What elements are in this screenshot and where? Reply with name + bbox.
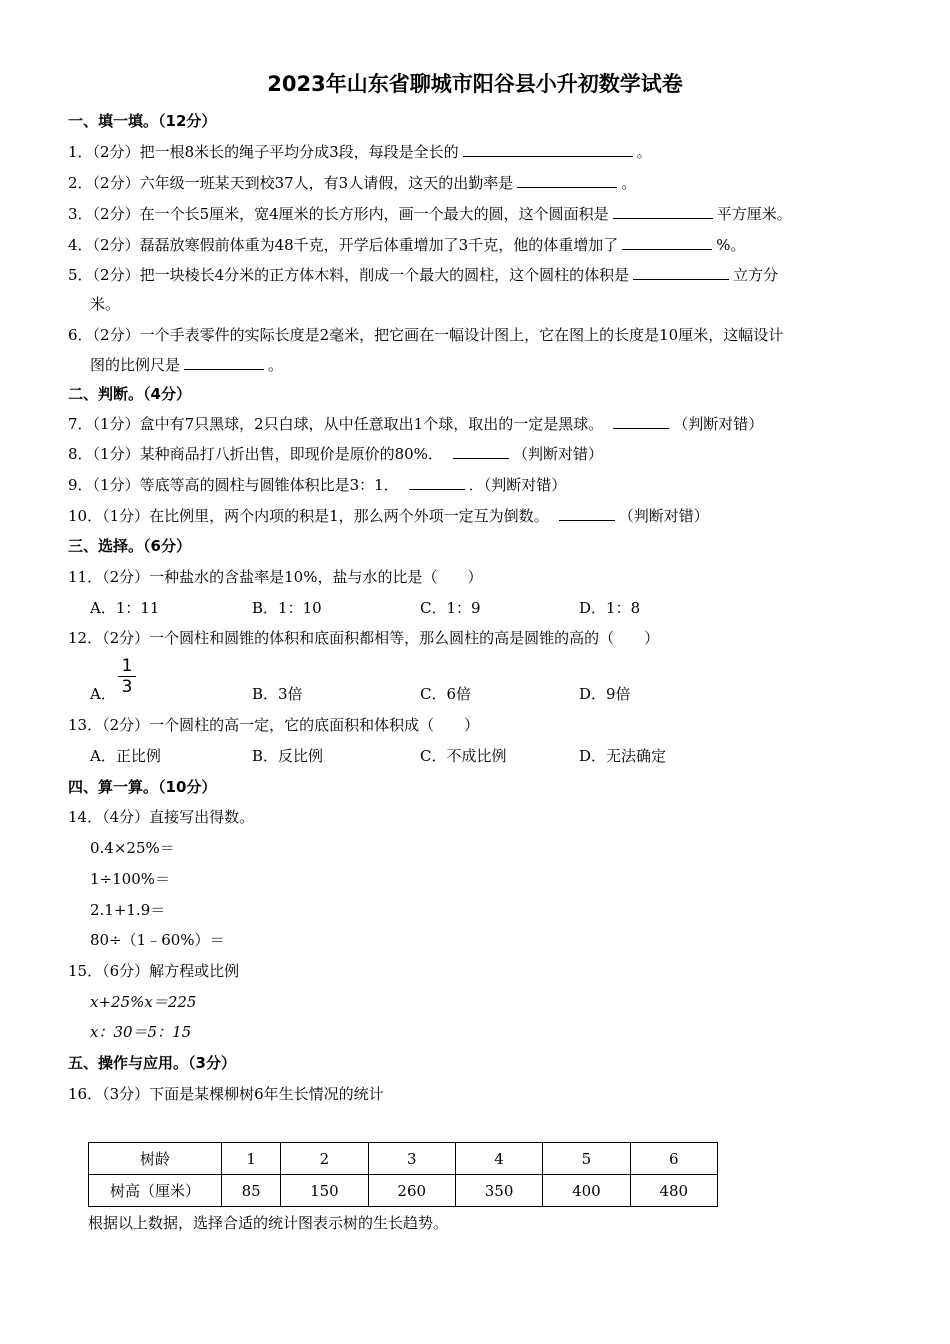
question-10 — [68, 506, 709, 526]
equation-1: x+25%x＝225 — [90, 993, 197, 1011]
answer-blank-6[interactable] — [184, 355, 264, 370]
q13-option-a[interactable]: A．正比例 — [90, 747, 161, 765]
section-heading-3: 三、选择。（6分） — [68, 537, 191, 555]
question-8-text: 8．（1分）某种商品打八折出售，即现价是原价的80%． — [68, 445, 443, 463]
answer-blank-9[interactable] — [409, 475, 465, 490]
table-row — [89, 1175, 718, 1207]
question-6-text2: 图的比例尺是 — [90, 356, 181, 374]
q12-option-d[interactable]: D．9倍 — [579, 685, 631, 703]
question-14-stem: 14．（4分）直接写出得数。 — [68, 808, 255, 826]
answer-blank-3[interactable] — [613, 204, 713, 219]
question-12-stem: 12．（2分）一个圆柱和圆锥的体积和底面积都相等，那么圆柱的高是圆锥的高的（ ） — [68, 629, 660, 647]
table-cell: 150 — [281, 1175, 368, 1207]
table-cell: 4 — [455, 1143, 542, 1175]
q11-option-b[interactable]: B．1：10 — [252, 599, 322, 617]
question-1-text: 1．（2分）把一根8米长的绳子平均分成3段，每段是全长的 — [68, 143, 459, 161]
q12-option-b[interactable]: B．3倍 — [252, 685, 303, 703]
question-6-continuation — [90, 355, 283, 375]
question-15-stem: 15．（6分）解方程或比例 — [68, 962, 240, 980]
question-2-suffix: 。 — [621, 174, 637, 192]
q12-option-c[interactable]: C．6倍 — [420, 685, 472, 703]
fraction-numerator: 1 — [121, 656, 133, 676]
question-3-text: 3．（2分）在一个长5厘米，宽4厘米的长方形内，画一个最大的圆，这个圆面积是 — [68, 205, 609, 223]
question-9 — [68, 475, 566, 495]
question-4 — [68, 235, 746, 255]
question-5-suffix: 立方分 — [733, 266, 779, 284]
question-8 — [68, 444, 603, 464]
row-label-age: 树龄 — [89, 1143, 222, 1175]
question-5-text: 5．（2分）把一块棱长4分米的正方体木料，削成一个最大的圆柱，这个圆柱的体积是 — [68, 266, 630, 284]
q11-option-d[interactable]: D．1：8 — [579, 599, 641, 617]
question-1-suffix: 。 — [636, 143, 652, 161]
question-16-stem: 16．（3分）下面是某棵柳树6年生长情况的统计 — [68, 1085, 384, 1103]
calc-item-4: 80÷（1﹣60%）＝ — [90, 931, 225, 949]
table-cell: 3 — [368, 1143, 455, 1175]
q13-option-c[interactable]: C．不成比例 — [420, 747, 507, 765]
question-16-note: 根据以上数据，选择合适的统计图表示树的生长趋势。 — [88, 1214, 449, 1232]
answer-blank-7[interactable] — [613, 414, 669, 429]
question-10-text: 10．（1分）在比例里，两个内项的积是1，那么两个外项一定互为倒数。 — [68, 507, 549, 525]
table-cell: 350 — [455, 1175, 542, 1207]
tree-growth-table — [88, 1142, 718, 1207]
q11-option-c[interactable]: C．1：9 — [420, 599, 481, 617]
section-heading-2: 二、判断。（4分） — [68, 385, 191, 403]
question-7 — [68, 414, 763, 434]
section-heading-5: 五、操作与应用。（3分） — [68, 1054, 236, 1072]
calc-item-3: 2.1+1.9＝ — [90, 901, 166, 919]
table-cell: 6 — [630, 1143, 717, 1175]
answer-blank-4[interactable] — [622, 235, 712, 250]
calc-item-1: 0.4×25%＝ — [90, 839, 175, 857]
fraction-denominator: 3 — [121, 677, 133, 697]
answer-blank-5[interactable] — [633, 265, 729, 280]
question-5 — [68, 265, 778, 285]
question-9-suffix: ．（判断对错） — [468, 476, 567, 494]
question-2-text: 2．（2分）六年级一班某天到校37人，有3人请假，这天的出勤率是 — [68, 174, 514, 192]
table-cell: 1 — [222, 1143, 281, 1175]
question-10-suffix: （判断对错） — [618, 507, 709, 525]
question-4-suffix: %。 — [716, 236, 746, 254]
table-cell: 2 — [281, 1143, 368, 1175]
table-cell: 260 — [368, 1175, 455, 1207]
question-3-suffix: 平方厘米。 — [716, 205, 792, 223]
table-cell: 85 — [222, 1175, 281, 1207]
q13-option-d[interactable]: D．无法确定 — [579, 747, 667, 765]
answer-blank-10[interactable] — [559, 506, 615, 521]
question-7-suffix: （判断对错） — [673, 415, 764, 433]
question-4-text: 4．（2分）磊磊放寒假前体重为48千克，开学后体重增加了3千克，他的体重增加了 — [68, 236, 619, 254]
section-heading-1: 一、填一填。（12分） — [68, 112, 217, 130]
question-9-text: 9．（1分）等底等高的圆柱与圆锥体积比是3：1． — [68, 476, 399, 494]
question-13-stem: 13．（2分）一个圆柱的高一定，它的底面积和体积成（ ） — [68, 716, 480, 734]
q13-option-b[interactable]: B．反比例 — [252, 747, 324, 765]
section-heading-4: 四、算一算。（10分） — [68, 778, 217, 796]
question-1 — [68, 142, 652, 162]
table-cell: 5 — [543, 1143, 630, 1175]
answer-blank-2[interactable] — [517, 173, 617, 188]
question-8-suffix: （判断对错） — [512, 445, 603, 463]
page-title: 2023年山东省聊城市阳谷县小升初数学试卷 — [267, 72, 683, 96]
q11-option-a[interactable]: A．1：11 — [90, 599, 160, 617]
question-3 — [68, 204, 792, 224]
equation-2: x：30＝5：15 — [90, 1023, 192, 1041]
table-cell: 480 — [630, 1175, 717, 1207]
table-row — [89, 1143, 718, 1175]
calc-item-2: 1÷100%＝ — [90, 870, 170, 888]
answer-blank-8[interactable] — [453, 444, 509, 459]
question-2 — [68, 173, 636, 193]
table-cell: 400 — [543, 1175, 630, 1207]
question-5-continuation: 米。 — [90, 295, 121, 313]
fraction-one-third — [118, 657, 136, 696]
question-6-suffix: 。 — [268, 356, 284, 374]
answer-blank-1[interactable] — [463, 142, 633, 157]
question-11-stem: 11．（2分）一种盐水的含盐率是10%，盐与水的比是（ ） — [68, 568, 483, 586]
row-label-height: 树高（厘米） — [89, 1175, 222, 1207]
question-7-text: 7．（1分）盒中有7只黑球，2只白球，从中任意取出1个球，取出的一定是黑球。 — [68, 415, 604, 433]
question-6: 6．（2分）一个手表零件的实际长度是2毫米，把它画在一幅设计图上，它在图上的长度是10厘米，这幅设计 — [68, 326, 784, 344]
q12-option-a[interactable]: A． — [90, 685, 116, 703]
